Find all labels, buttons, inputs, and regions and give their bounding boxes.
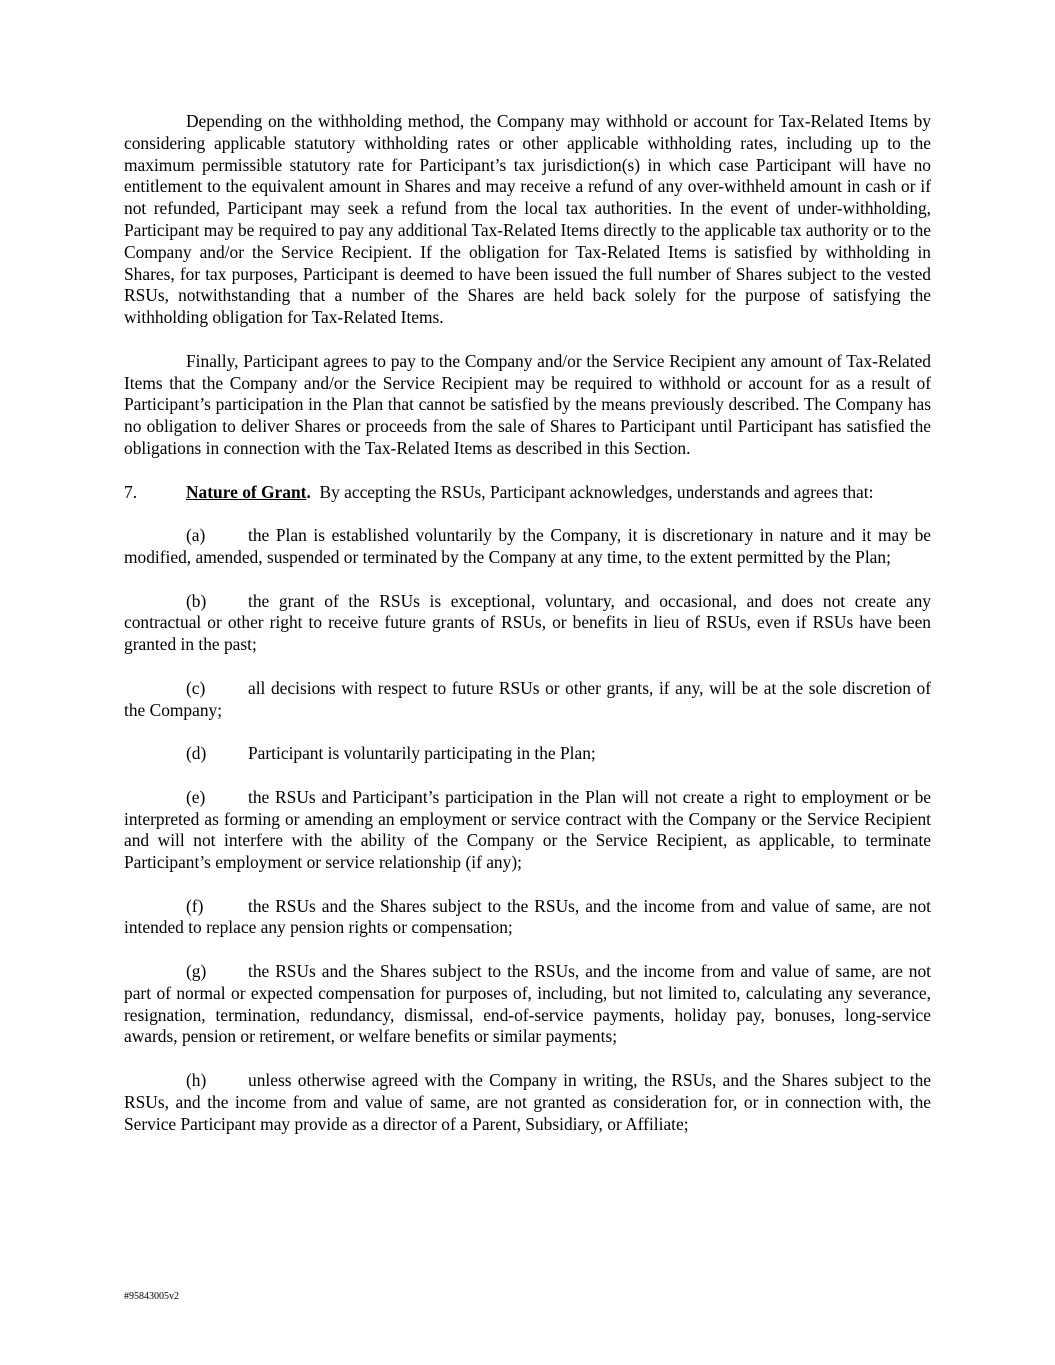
document-page <box>124 111 931 1135</box>
list-item-b <box>124 591 931 656</box>
section-title-period: . <box>306 481 311 502</box>
item-label: (b) <box>186 590 207 611</box>
section-7-heading-paragraph <box>124 482 931 504</box>
item-text: unless otherwise agreed with the Company in writing, the RSUs, and the Shares subject to the RSUs, and the income from and value of same, are not granted as consideration for, or in connection with, the Service Participant may provide as a director of a Parent, Subsidiary, or Affiliate; <box>124 1070 931 1134</box>
finally-paragraph: Finally, Participant agrees to pay to the Company and/or the Service Recipient any amount of Tax-Related Items that the Company and/or the Service Recipient may be required to withhold or account for as a result of Participant’s participation in the Plan that cannot be satisfied by the means previously described. The Company has no obligation to deliver Shares or proceeds from the sale of Shares to Participant until Participant has satisfied the obligations in connection with the Tax-Related Items as described in this Section. <box>124 350 931 458</box>
item-label: (d) <box>186 743 207 764</box>
item-text: the RSUs and the Shares subject to the RSUs, and the income from and value of same, are not intended to replace any pension rights or compensation; <box>124 895 931 938</box>
item-text: Participant is voluntarily participating in the Plan; <box>248 743 596 764</box>
document-id-footer: #95843005v2 <box>124 1291 179 1302</box>
list-item-g <box>124 961 931 1048</box>
list-item-f <box>124 896 931 940</box>
item-text: the RSUs and Participant’s participation in the Plan will not create a right to employment or be interpreted as forming or amending an employment or service contract with the Company or the Service Recipient and will not interfere with the ability of the Company or the Service Recipient, as applicable, to terminate Participant’s employment or service relationship (if any); <box>124 786 931 873</box>
list-item-c <box>124 678 931 722</box>
item-text: all decisions with respect to future RSUs or other grants, if any, will be at the sole discretion of the Company; <box>124 677 931 720</box>
list-item-d <box>124 743 931 765</box>
item-label: (a) <box>186 525 206 546</box>
item-label: (h) <box>186 1070 207 1091</box>
list-item-e <box>124 787 931 874</box>
list-item-h <box>124 1070 931 1135</box>
section-number: 7. <box>124 481 138 502</box>
item-label: (c) <box>186 677 206 698</box>
withholding-method-paragraph: Depending on the withholding method, the Company may withhold or account for Tax-Related Items by considering applicable statutory withholding rates or other applicable withholding rates, including up to the maximum permissible statutory rate for Participant’s tax jurisdiction(s) in which case Participant will have no entitlement to the equivalent amount in Shares and may receive a refund of any over-withheld amount in cash or if not refunded, Participant may seek a refund from the local tax authorities. In the event of under-withholding, Participant may be required to pay any additional Tax-Related Items directly to the applicable tax authority or to the Company and/or the Service Recipient. If the obligation for Tax-Related Items is satisfied by withholding in Shares, for tax purposes, Participant is deemed to have been issued the full number of Shares subject to the vested RSUs, notwithstanding that a number of the Shares are held back solely for the purpose of satisfying the withholding obligation for Tax-Related Items. <box>124 111 931 328</box>
section-intro: By accepting the RSUs, Participant acknowledges, understands and agrees that: <box>310 481 874 502</box>
item-label: (g) <box>186 961 207 982</box>
item-text: the RSUs and the Shares subject to the RSUs, and the income from and value of same, are not part of normal or expected compensation for purposes of, including, but not limited to, calculating any severance, resignation, termination, redundancy, dismissal, end-of-service payments, holiday pay, bonuses, long-service awards, pension or retirement, or welfare benefits or similar payments; <box>124 961 931 1047</box>
list-item-a <box>124 525 931 569</box>
item-label: (e) <box>186 786 206 807</box>
section-title: Nature of Grant <box>186 481 307 502</box>
item-text: the Plan is established voluntarily by the Company, it is discretionary in nature and it may be modified, amended, suspended or terminated by the Company at any time, to the extent permitted by the Plan; <box>124 525 931 567</box>
item-label: (f) <box>186 895 204 916</box>
item-text: the grant of the RSUs is exceptional, voluntary, and occasional, and does not create any contractual or other right to receive future grants of RSUs, or benefits in lieu of RSUs, even if RSUs have been granted in the past; <box>124 590 931 655</box>
